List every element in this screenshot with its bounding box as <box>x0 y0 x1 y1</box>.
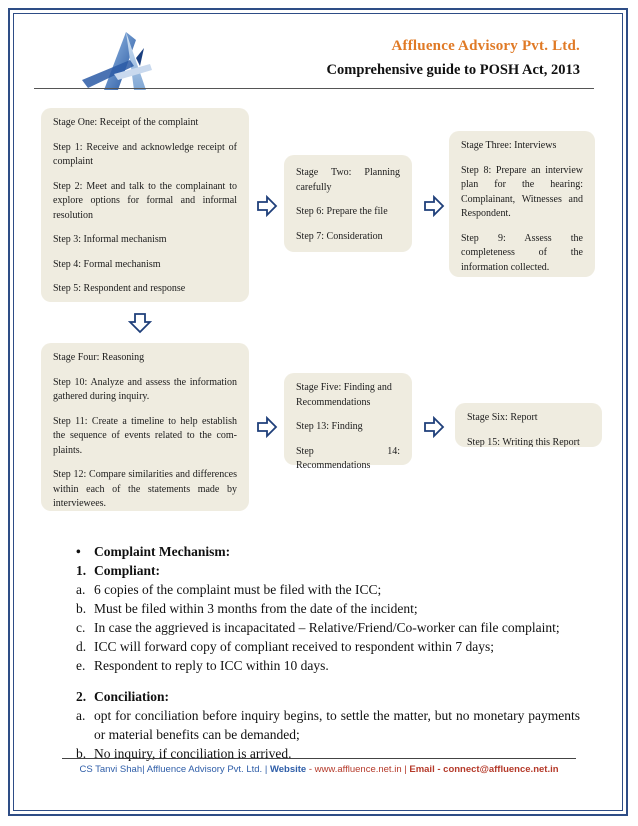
document-subtitle: Comprehensive guide to POSH Act, 2013 <box>326 62 580 78</box>
footer-website-link[interactable]: - www.affluence.net.in | <box>306 764 407 775</box>
stage-five-title: Stage Five: Finding and Recommendations <box>296 382 392 408</box>
footer-website-label: Website <box>269 764 307 775</box>
arrow-right-icon <box>256 195 278 217</box>
list-item <box>60 637 580 656</box>
list-letter: e. <box>76 658 86 673</box>
company-name: Affluence Advisory Pvt. Ltd. <box>391 38 580 54</box>
stage-step: Step 4: Formal mechanism <box>53 258 161 270</box>
list-text: Must be filed within 3 months from the date of the incident; <box>94 601 418 616</box>
stage-four-title: Stage Four: Reasoning <box>53 352 145 363</box>
heading-text: Complaint Mechanism: <box>94 544 231 559</box>
stage-step: Step 11: Create a timeline to help establish the sequence of events related to the com-plaints. <box>53 415 237 456</box>
list-item <box>60 656 580 675</box>
arrow-right-icon <box>423 416 445 438</box>
stage-step: Step 14: Recommendations <box>296 445 400 471</box>
stage-two-title: Stage Two: Planning carefully <box>296 167 400 193</box>
page-footer <box>0 764 638 775</box>
subsection-number: 2. <box>76 689 87 704</box>
stage-four-box <box>41 343 249 511</box>
stage-two-box <box>284 155 412 252</box>
list-item <box>60 618 580 637</box>
list-item <box>60 744 580 763</box>
stage-step: Step 7: Consideration <box>296 230 383 242</box>
footer-email-label: Email <box>409 764 435 775</box>
list-item <box>60 599 580 618</box>
footer-divider <box>62 758 576 759</box>
list-letter: a. <box>76 708 86 723</box>
footer-email-link[interactable]: - connect@affluence.net.in <box>434 764 559 775</box>
list-text: No inquiry, if conciliation is arrived. <box>94 746 292 761</box>
stage-step: Step 8: Prepare an interview plan for the hearing: Complainant, Witnesses and Respondent. <box>461 164 583 219</box>
arrow-down-icon <box>128 312 152 334</box>
arrow-right-icon <box>256 416 278 438</box>
list-text: ICC will forward copy of compliant received to respondent within 7 days; <box>94 639 495 654</box>
stage-one-box <box>41 108 249 302</box>
stage-step: Step 10: Analyze and assess the information gathered during inquiry. <box>53 376 237 402</box>
list-item <box>60 706 580 744</box>
stage-step: Step 6: Prepare the file <box>296 206 388 217</box>
list-letter: c. <box>76 620 86 635</box>
subsection-number: 1. <box>76 563 87 578</box>
arrow-right-icon <box>423 195 445 217</box>
list-letter: b. <box>76 601 87 616</box>
stage-three-title: Stage Three: Interviews <box>461 140 557 151</box>
company-logo <box>74 30 166 92</box>
bullet-icon: • <box>76 544 81 559</box>
stage-six-box <box>455 403 602 447</box>
subsection-title-text: Conciliation: <box>94 689 170 704</box>
list-letter: d. <box>76 639 87 654</box>
header-divider <box>34 88 594 89</box>
stage-three-box <box>449 131 595 277</box>
spacer <box>60 675 580 687</box>
list-letter: a. <box>76 582 86 597</box>
complaint-mechanism-section <box>60 542 580 763</box>
list-text: 6 copies of the complaint must be filed with the ICC; <box>94 582 382 597</box>
stage-five-box <box>284 373 412 471</box>
list-text: In case the aggrieved is incapacitated – Relative/Friend/Co-worker can file complaint; <box>94 620 560 635</box>
stage-step: Step 1: Receive and acknowledge receipt of complaint <box>53 141 237 167</box>
footer-author: CS Tanvi Shah| Affluence Advisory Pvt. Ltd. | <box>79 764 268 775</box>
list-item <box>60 580 580 599</box>
stage-step: Step 5: Respondent and response <box>53 283 186 294</box>
list-text: opt for conciliation before inquiry begins, to settle the matter, but no monetary payments or material benefits can be demanded; <box>94 708 580 742</box>
stage-six-title: Stage Six: Report <box>467 412 538 423</box>
stage-step: Step 2: Meet and talk to the complainant to explore options for formal and informal resolution <box>53 180 237 221</box>
subsection-title <box>60 561 580 580</box>
stage-step: Step 3: Informal mechanism <box>53 234 167 245</box>
stage-step: Step 9: Assess the completeness of the information collected. <box>461 232 583 273</box>
stage-step: Step 12: Compare similarities and differences within each of the statements made by interviewees. <box>53 469 237 509</box>
subsection-title <box>60 687 580 706</box>
list-letter: b. <box>76 746 87 761</box>
subsection-title-text: Compliant: <box>94 563 161 578</box>
stage-one-title: Stage One: Receipt of the complaint <box>53 117 199 128</box>
stage-step: Step 15: Writing this Report <box>467 436 580 447</box>
stage-step: Step 13: Finding <box>296 421 363 432</box>
section-heading <box>60 542 580 561</box>
list-text: Respondent to reply to ICC within 10 days. <box>94 658 329 673</box>
